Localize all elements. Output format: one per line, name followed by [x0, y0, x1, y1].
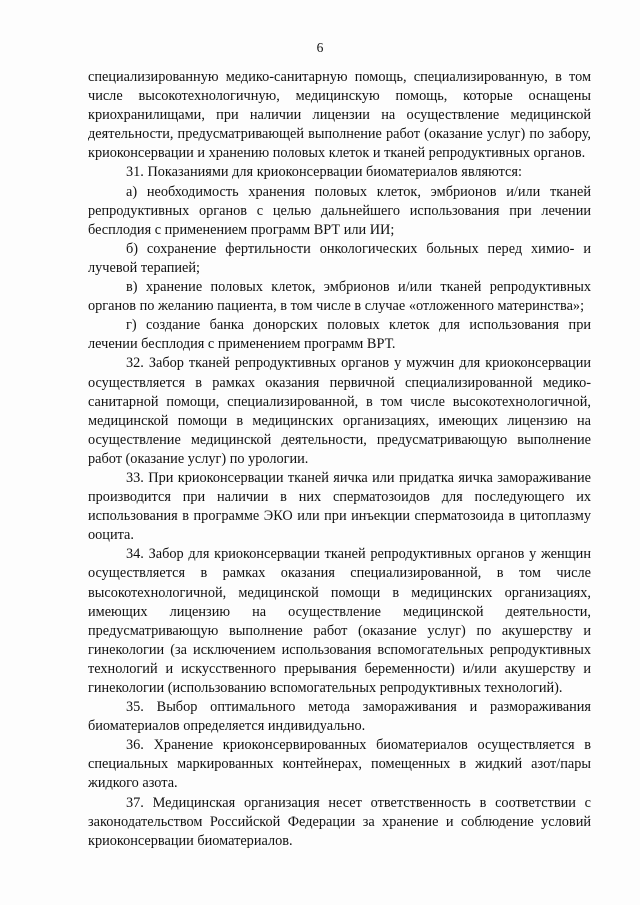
paragraph-35: 35. Выбор оптимального метода замораживания и размораживания биоматериалов определяется индивидуально.	[88, 699, 591, 735]
paragraph-31: 31. Показаниями для криоконсервации биоматериалов являются:	[126, 164, 522, 181]
paragraph-31a: а) необходимость хранения половых клеток, эмбрионов и/или тканей репродуктивных органов с целью дальнейшего использования при лечении бесплодия с применением программ ВРТ или ИИ;	[88, 183, 591, 238]
paragraph-31d: г) создание банка донорских половых клеток для использования при лечении бесплодия с применением программ ВРТ.	[88, 317, 591, 353]
paragraph-33: 33. При криоконсервации тканей яичка или придатка яичка замораживание производится при наличии в них сперматозоидов для последующего их использования в программе ЭКО или при инъекции сперматозоида в цитоплазму ооцита.	[88, 469, 591, 544]
paragraph-37: 37. Медицинская организация несет ответственность в соответствии с законодательством Российской Федерации за хранение и соблюдение условий криоконсервации биоматериалов.	[88, 794, 591, 849]
paragraph-34: 34. Забор для криоконсервации тканей репродуктивных органов у женщин осуществляется в рамках оказания специализированной, в том числе высокотехнологичной, медицинской помощи в медицинских организациях, имеющих лицензию на осуществление медицинской деятельности, предусматривающую выполнение работ (оказание услуг) по акушерству и гинекологии (за исключением использования вспомогательных репродуктивных технологий и искусственного прерывания беременности) и/или акушерству и гинекологии (использованию вспомогательных репродуктивных технологий).	[88, 546, 591, 696]
paragraph-31b: б) сохранение фертильности онкологических больных перед химио- и лучевой терапией;	[88, 240, 591, 276]
document-body	[88, 68, 591, 851]
page-number: 6	[316, 40, 324, 55]
paragraph-31c: в) хранение половых клеток, эмбрионов и/или тканей репродуктивных органов по желанию пациента, в том числе в случае «отложенного материнства»;	[88, 279, 591, 315]
paragraph-36: 36. Хранение криоконсервированных биоматериалов осуществляется в специальных маркированных контейнерах, помещенных в жидкий азот/пары жидкого азота.	[88, 737, 591, 792]
paragraph-continuation: специализированную медико-санитарную помощь, специализированную, в том числе высокотехнологичную, медицинскую помощь, которые оснащены криохранилищами, при наличии лицензии на осуществление медицинской деятельности, предусматривающей выполнение работ (оказание услуг) по забору, криоконсервации и хранению половых клеток и тканей репродуктивных органов.	[88, 69, 591, 162]
paragraph-32: 32. Забор тканей репродуктивных органов у мужчин для криоконсервации осуществляется в рамках оказания первичной специализированной медико-санитарной помощи, специализированной, в том числе высокотехнологичной, медицинской помощи в медицинских организациях, имеющих лицензию на осуществление медицинской деятельности, предусматривающую выполнение работ (оказание услуг) по урологии.	[88, 355, 591, 467]
